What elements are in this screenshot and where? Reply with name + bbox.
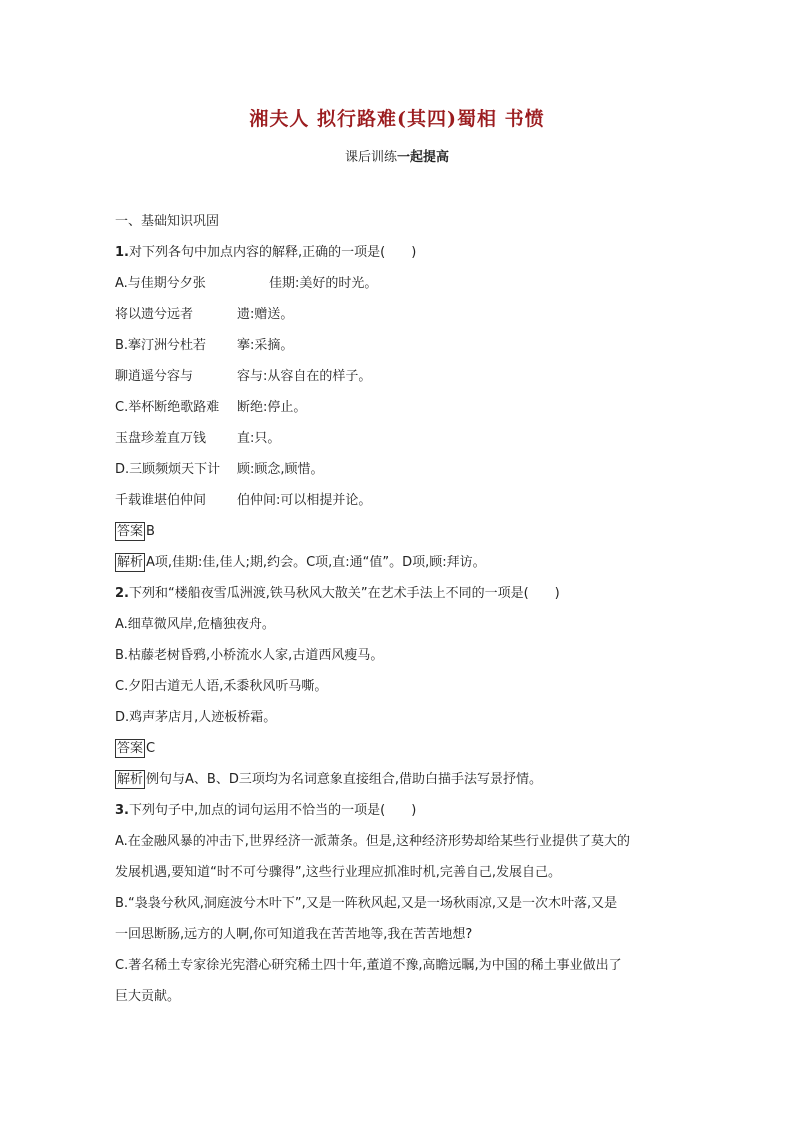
question-text: 对下列各句中加点内容的解释,正确的一项是( ): [128, 245, 417, 260]
question-text: 下列句子中,加点的词句运用不恰当的一项是( ): [128, 803, 417, 818]
option-explanation: 佳期:美好的时光。: [269, 276, 378, 291]
q3-option-line: A.在金融风暴的冲击下,世界经济一派萧条。但是,这种经济形势却给某些行业提供了莫大的: [115, 834, 631, 849]
q1-option-row: [115, 392, 685, 423]
q1-option-row: [115, 423, 685, 454]
option-sentence: 玉盘珍羞直万钱: [115, 431, 207, 446]
q1-answer: [115, 516, 685, 547]
analysis-text: A项,佳期:佳,佳人;期,约会。C项,直:通“值”。D项,顾:拜访。: [146, 555, 486, 570]
page-subtitle: [0, 146, 794, 165]
q2-analysis: [115, 764, 685, 795]
q1-option-row: [115, 330, 685, 361]
q2-option: A.细草微风岸,危樯独夜舟。: [115, 617, 275, 632]
subtitle-bold: 一起提高: [397, 150, 450, 165]
q3-option-line: 巨大贡献。: [115, 989, 181, 1004]
answer-value: C: [146, 741, 156, 756]
option-sentence: D.三顾频烦天下计: [115, 462, 221, 477]
q2-option: B.枯藤老树昏鸦,小桥流水人家,古道西风瘦马。: [115, 648, 384, 663]
analysis-label: 解析: [117, 772, 144, 787]
subtitle-normal: 课后训练: [344, 150, 397, 165]
question-number: 3.: [115, 803, 129, 818]
option-sentence: 将以遗兮远者: [115, 307, 194, 322]
option-explanation: 容与:从容自在的样子。: [237, 369, 372, 384]
document-content: [115, 206, 685, 1012]
option-sentence: 千载谁堪伯仲间: [115, 493, 207, 508]
answer-label: 答案: [117, 524, 144, 539]
option-explanation: 断绝:停止。: [237, 400, 307, 415]
question-2-stem: [115, 578, 685, 609]
q1-option-row: [115, 299, 685, 330]
option-explanation: 伯仲间:可以相提并论。: [237, 493, 372, 508]
question-number: 2.: [115, 586, 129, 601]
section-heading: 一、基础知识巩固: [115, 214, 220, 229]
q1-option-row: [115, 454, 685, 485]
option-sentence: C.举杯断绝歌路难: [115, 400, 220, 415]
option-explanation: 直:只。: [237, 431, 281, 446]
q1-option-row: [115, 361, 685, 392]
answer-value: B: [146, 524, 155, 539]
question-1-stem: [115, 237, 685, 268]
q2-option: C.夕阳古道无人语,禾黍秋风听马嘶。: [115, 679, 328, 694]
option-explanation: 搴:采摘。: [237, 338, 294, 353]
question-number: 1.: [115, 245, 129, 260]
q3-option-line: B.“袅袅兮秋风,洞庭波兮木叶下”,又是一阵秋风起,又是一场秋雨凉,又是一次木叶落,又是: [115, 896, 618, 911]
option-sentence: 聊逍遥兮容与: [115, 369, 194, 384]
question-3-stem: [115, 795, 685, 826]
option-explanation: 遗:赠送。: [237, 307, 294, 322]
option-sentence: B.搴汀洲兮杜若: [115, 338, 207, 353]
question-text: 下列和“楼船夜雪瓜洲渡,铁马秋风大散关”在艺术手法上不同的一项是( ): [128, 586, 560, 601]
analysis-text: 例句与A、B、D三项均为名词意象直接组合,借助白描手法写景抒情。: [146, 772, 542, 787]
option-sentence: A.与佳期兮夕张: [115, 276, 206, 291]
q3-option-line: C.著名稀土专家徐光宪潜心研究稀土四十年,董道不豫,高瞻远瞩,为中国的稀土事业做出了: [115, 958, 622, 973]
answer-label: 答案: [117, 741, 144, 756]
q3-option-line: 一回思断肠,远方的人啊,你可知道我在苦苦地等,我在苦苦地想?: [115, 927, 473, 942]
page-title: 湘夫人 拟行路难(其四)蜀相 书愤: [249, 108, 545, 130]
q2-answer: [115, 733, 685, 764]
q1-option-row: [115, 268, 685, 299]
option-explanation: 顾:顾念,顾惜。: [237, 462, 324, 477]
analysis-label: 解析: [117, 555, 144, 570]
q3-option-line: 发展机遇,要知道“时不可兮骤得”,这些行业理应抓准时机,完善自己,发展自己。: [115, 865, 561, 880]
q1-option-row: [115, 485, 685, 516]
q1-analysis: [115, 547, 685, 578]
q2-option: D.鸡声茅店月,人迹板桥霜。: [115, 710, 277, 725]
